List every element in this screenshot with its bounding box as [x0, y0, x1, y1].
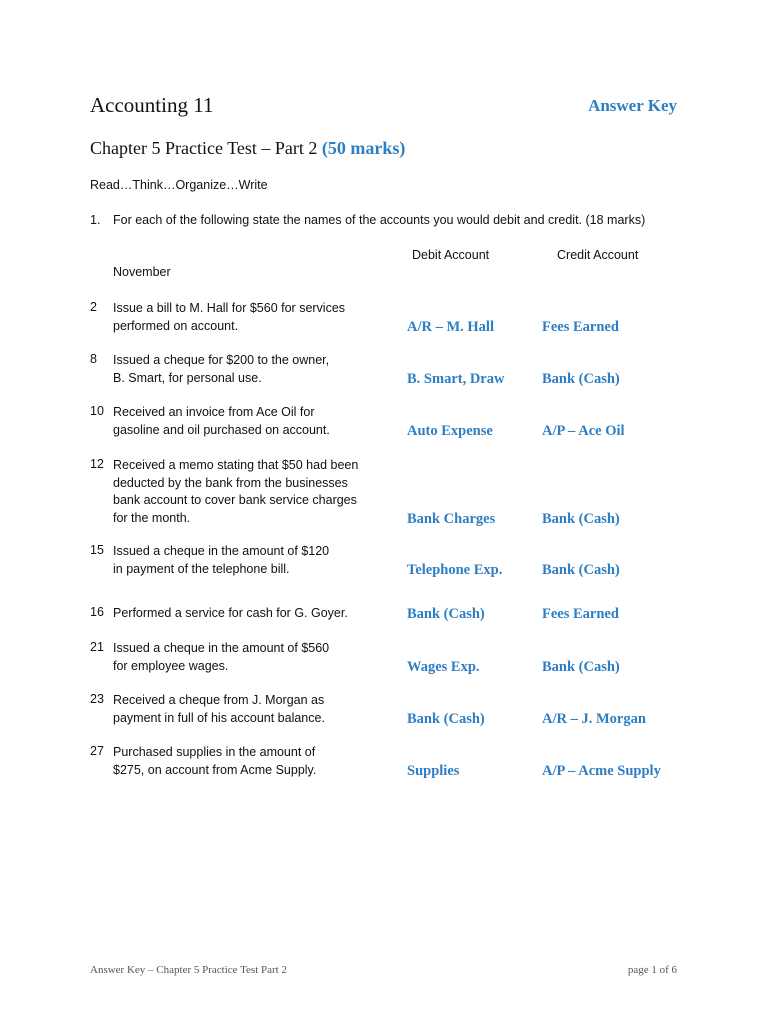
transaction-description	[113, 692, 325, 727]
subtitle-text: Chapter 5 Practice Test – Part 2	[90, 138, 318, 158]
credit-account-answer: Bank (Cash)	[542, 510, 620, 527]
debit-account-answer: Bank (Cash)	[407, 710, 485, 727]
debit-account-answer: B. Smart, Draw	[407, 370, 505, 387]
debit-column-header: Debit Account	[412, 248, 490, 262]
subtitle-marks: (50 marks)	[321, 138, 406, 158]
debit-account-answer: Supplies	[407, 762, 460, 779]
transaction-day: 27	[90, 744, 104, 758]
footer-left: Answer Key – Chapter 5 Practice Test Part 2	[90, 964, 287, 976]
transaction-description	[113, 352, 329, 387]
description-line: payment in full of his account balance.	[113, 710, 325, 725]
test-subtitle	[90, 138, 405, 159]
description-line: Issued a cheque in the amount of $560	[113, 641, 330, 655]
debit-account-answer: Auto Expense	[407, 422, 493, 439]
description-line: in payment of the telephone bill.	[113, 561, 290, 576]
transaction-description	[113, 605, 348, 623]
description-line: deducted by the bank from the businesses	[113, 475, 348, 490]
question-text: For each of the following state the names of the accounts you would debit and credit. (18 marks)	[113, 213, 646, 227]
debit-account-answer: Bank (Cash)	[407, 606, 485, 622]
description-line: Received a cheque from J. Morgan as	[113, 693, 325, 707]
month-label: November	[113, 265, 171, 279]
description-line: Received a memo stating that $50 had been	[113, 458, 359, 472]
transaction-day: 21	[90, 640, 104, 654]
description-line: Issued a cheque in the amount of $120	[113, 544, 330, 558]
transaction-day: 23	[90, 692, 104, 706]
transaction-description	[113, 543, 329, 578]
description-line: gasoline and oil purchased on account.	[113, 422, 330, 437]
transaction-description	[113, 457, 358, 527]
description-line: Issue a bill to M. Hall for $560 for services	[113, 301, 346, 315]
description-line: for the month.	[113, 510, 191, 525]
credit-account-answer: Bank (Cash)	[542, 370, 620, 387]
credit-account-answer: A/P – Ace Oil	[542, 422, 625, 439]
debit-account-answer: Bank Charges	[407, 510, 496, 527]
description-line: B. Smart, for personal use.	[113, 370, 262, 385]
transaction-day: 2	[90, 300, 97, 314]
transaction-day: 8	[90, 352, 97, 366]
transaction-day: 10	[90, 404, 104, 418]
description-line: Issued a cheque for $200 to the owner,	[113, 353, 330, 367]
credit-account-answer: A/P – Acme Supply	[542, 762, 661, 779]
transaction-day: 16	[90, 605, 104, 619]
description-line: $275, on account from Acme Supply.	[113, 762, 317, 777]
debit-account-answer: Telephone Exp.	[407, 561, 503, 578]
credit-account-answer: Bank (Cash)	[542, 658, 620, 675]
debit-account-answer: Wages Exp.	[407, 658, 480, 675]
question-number: 1.	[90, 213, 101, 227]
credit-account-answer: A/R – J. Morgan	[542, 710, 646, 727]
transaction-description	[113, 404, 330, 439]
transaction-description	[113, 744, 316, 779]
credit-account-answer: Fees Earned	[542, 318, 619, 335]
description-line: Purchased supplies in the amount of	[113, 745, 316, 759]
description-line: for employee wages.	[113, 658, 229, 673]
debit-account-answer: A/R – M. Hall	[407, 318, 494, 335]
credit-account-answer: Bank (Cash)	[542, 561, 620, 578]
description-line: performed on account.	[113, 318, 239, 333]
description-line: Received an invoice from Ace Oil for	[113, 405, 315, 419]
motto-text: Read…Think…Organize…Write	[90, 178, 268, 192]
credit-column-header: Credit Account	[557, 248, 639, 262]
description-line: Performed a service for cash for G. Goyer.	[113, 606, 348, 620]
transaction-day: 12	[90, 457, 104, 471]
footer-right: page 1 of 6	[627, 964, 677, 976]
credit-account-answer: Fees Earned	[542, 606, 619, 622]
transaction-description	[113, 640, 329, 675]
page-title: Accounting 11	[90, 93, 214, 117]
answer-key-label: Answer Key	[588, 96, 677, 115]
description-line: bank account to cover bank service charges	[113, 493, 357, 507]
transaction-day: 15	[90, 543, 104, 557]
transaction-description	[113, 300, 345, 335]
